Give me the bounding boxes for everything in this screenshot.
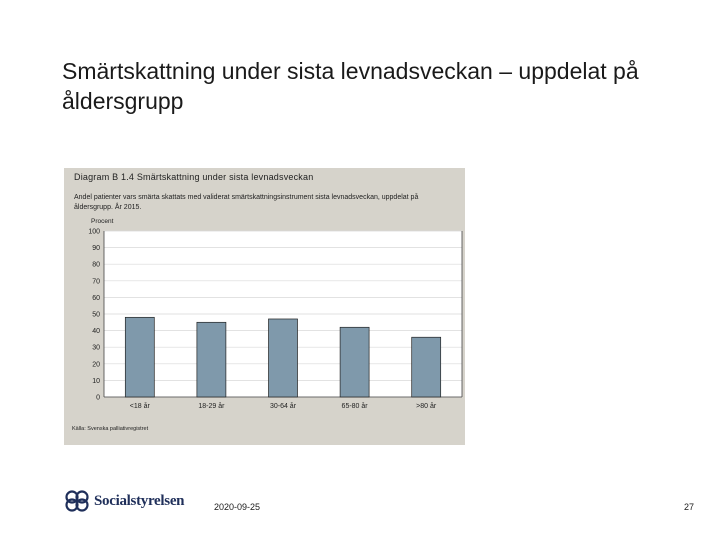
y-tick-label: 60 xyxy=(92,294,100,302)
y-tick-label: 80 xyxy=(92,261,100,269)
bar-5 xyxy=(412,337,441,397)
bar-2 xyxy=(197,322,226,397)
y-tick-label: 0 xyxy=(96,394,100,402)
x-tick-label: <18 år xyxy=(129,403,150,410)
bar-chart xyxy=(64,168,465,445)
footer-date: 2020-09-25 xyxy=(214,502,261,512)
socialstyrelsen-logo xyxy=(64,486,184,516)
bar-1 xyxy=(125,317,154,397)
x-tick-label: 65-80 år xyxy=(341,403,368,410)
y-tick-label: 30 xyxy=(92,344,100,352)
logo-icon xyxy=(64,489,90,513)
chart-panel xyxy=(64,168,465,445)
y-tick-label: 10 xyxy=(92,377,100,385)
chart-subtitle: Andel patienter vars smärta skattats med validerat smärtskattningsinstrument sista levnadsveckan, uppdelat på åldersgrupp. År 2015. xyxy=(74,194,419,211)
slide-title: Smärtskattning under sista levnadsveckan – uppdelat på åldersgrupp xyxy=(62,58,639,114)
y-tick-label: 20 xyxy=(92,361,100,369)
chart-title: Diagram B 1.4 Smärtskattning under sista levnadsveckan xyxy=(74,172,314,182)
x-tick-label: 30-64 år xyxy=(269,403,297,410)
chart-source: Källa: Svenska palliativregistret xyxy=(72,426,149,432)
y-tick-label: 70 xyxy=(92,278,100,286)
y-tick-label: 100 xyxy=(88,228,100,236)
x-tick-label: 18-29 år xyxy=(198,403,225,410)
y-tick-label: 40 xyxy=(92,328,100,336)
y-tick-label: 90 xyxy=(92,245,100,253)
logo-text: Socialstyrelsen xyxy=(94,492,185,509)
y-axis-label: Procent xyxy=(91,218,114,225)
bar-3 xyxy=(269,319,298,397)
x-tick-label: >80 år xyxy=(416,403,437,410)
bar-4 xyxy=(340,327,369,397)
page-number: 27 xyxy=(684,502,695,512)
y-tick-label: 50 xyxy=(92,311,100,319)
